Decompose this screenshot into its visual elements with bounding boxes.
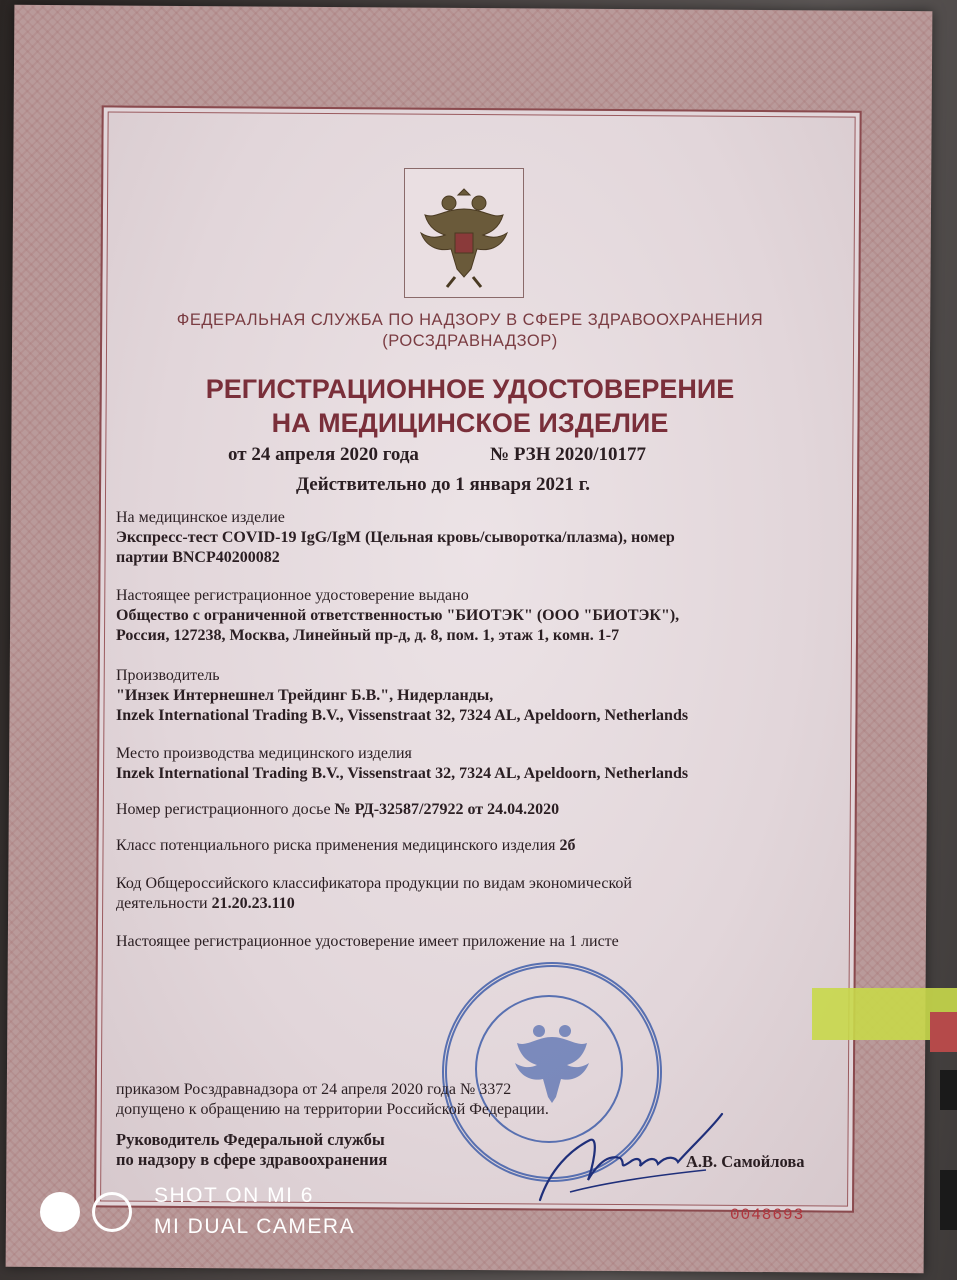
issued-to-label: Настоящее регистрационное удостоверение выдано — [116, 587, 469, 604]
title-line-1: РЕГИСТРАЦИОННОЕ УДОСТОВЕРЕНИЕ — [205, 374, 735, 404]
manufacturer-label: Производитель — [116, 667, 220, 684]
head-line-2: по надзору в сфере здравоохранения — [116, 1150, 388, 1169]
agency-line-1: ФЕДЕРАЛЬНАЯ СЛУЖБА ПО НАДЗОРУ В СФЕРЕ ЗДРАВООХРАНЕНИЯ — [176, 311, 764, 329]
okpd-line-1: Код Общероссийского классификатора продукции по видам экономической — [116, 875, 632, 892]
okpd-section — [116, 874, 816, 914]
watermark-dot-ring — [92, 1192, 132, 1232]
device-section — [116, 508, 816, 568]
risk-class-value: 2б — [559, 837, 576, 854]
production-site-section — [116, 744, 816, 784]
device-line-1: Экспресс-тест COVID-19 IgG/IgM (Цельная кровь/сыворотка/плазма), номер — [116, 529, 675, 546]
issued-to-line-1: Общество с ограниченной ответственностью "БИОТЭК" (ООО "БИОТЭК"), — [116, 607, 680, 624]
coat-of-arms-icon — [404, 168, 524, 298]
risk-class-section — [116, 836, 816, 856]
issued-to-section — [116, 586, 816, 646]
manufacturer-line-2: Inzek International Trading B.V., Vissenstraat 32, 7324 AL, Apeldoorn, Netherlands — [116, 707, 689, 724]
serial-number: 0048693 — [730, 1206, 805, 1224]
dossier-section — [116, 800, 816, 820]
dossier-value: № РД-32587/27922 от 24.04.2020 — [334, 801, 560, 818]
watermark-line-1: SHOT ON MI 6 — [154, 1184, 314, 1207]
agency-name — [120, 310, 820, 352]
issued-to-line-2: Россия, 127238, Москва, Линейный пр-д, д. 8, пом. 1, этаж 1, комн. 1-7 — [116, 627, 620, 644]
watermark-line-2: MI DUAL CAMERA — [154, 1215, 356, 1238]
title-line-2: НА МЕДИЦИНСКОЕ ИЗДЕЛИЕ — [271, 408, 669, 438]
head-line-1: Руководитель Федеральной службы — [116, 1130, 385, 1149]
manufacturer-section — [116, 666, 816, 726]
manufacturer-line-1: "Инзек Интернешнел Трейдинг Б.В.", Нидерланды, — [116, 687, 494, 704]
okpd-value: 21.20.23.110 — [211, 895, 295, 912]
order-line-2: допущено к обращению на территории Российской Федерации. — [116, 1101, 549, 1118]
agency-line-2: (РОСЗДРАВНАДЗОР) — [382, 332, 558, 350]
device-label: На медицинское изделие — [116, 509, 285, 526]
risk-class-label: Класс потенциального риска применения медицинского изделия — [116, 837, 556, 854]
document-title — [100, 372, 840, 440]
dark-strip-top — [940, 1070, 957, 1110]
device-line-2: партии BNCP40200082 — [116, 549, 280, 566]
red-tab — [930, 1012, 957, 1052]
validity-date: Действительно до 1 января 2021 г. — [296, 474, 591, 495]
head-name: А.В. Самойлова — [686, 1152, 805, 1171]
registration-number: № РЗН 2020/10177 — [490, 444, 647, 465]
okpd-label-2: деятельности — [116, 895, 208, 912]
order-line-1: приказом Росздравнадзора от 24 апреля 2020 года № 3372 — [116, 1081, 512, 1098]
production-site-label: Место производства медицинского изделия — [116, 745, 412, 762]
production-site-line-1: Inzek International Trading B.V., Vissenstraat 32, 7324 AL, Apeldoorn, Netherlands — [116, 765, 689, 782]
watermark-dot-filled — [40, 1192, 80, 1232]
appendix-note: Настоящее регистрационное удостоверение имеет приложение на 1 листе — [116, 933, 619, 950]
issue-date: от 24 апреля 2020 года — [228, 444, 419, 465]
dark-strip-bottom — [940, 1170, 957, 1230]
dossier-label: Номер регистрационного досье — [116, 801, 331, 818]
